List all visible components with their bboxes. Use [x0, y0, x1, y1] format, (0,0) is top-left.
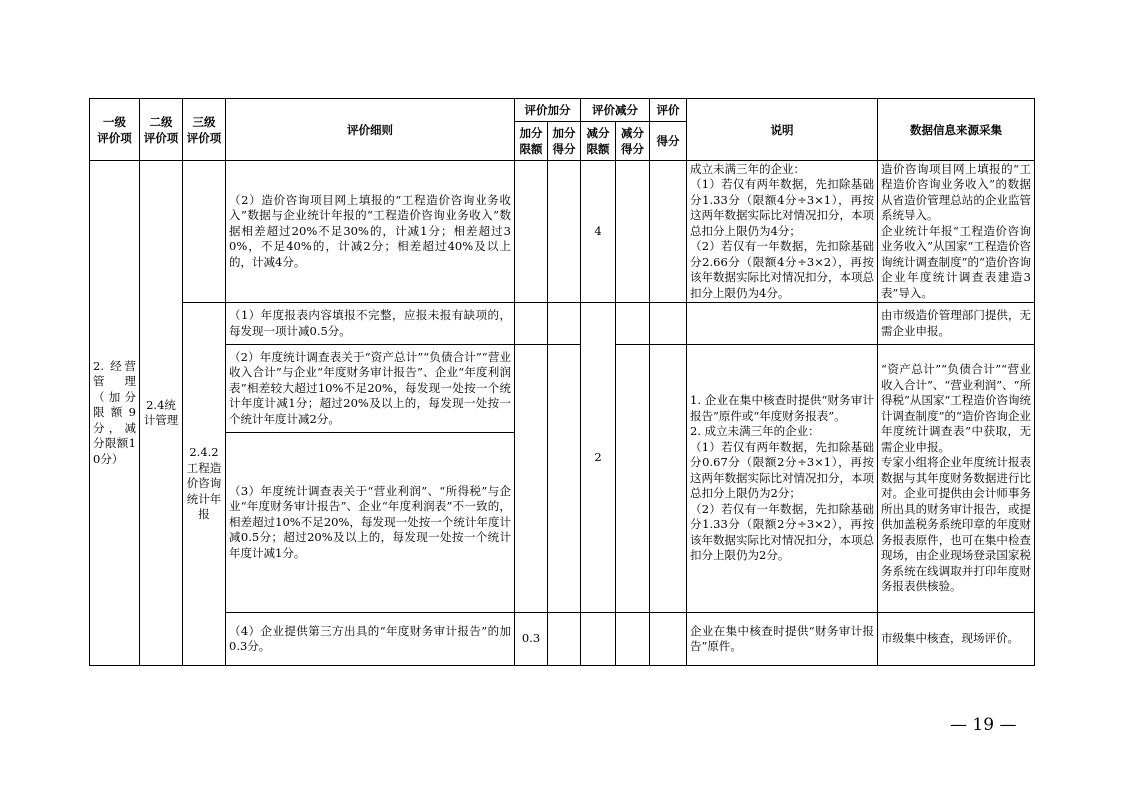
page-number: — 19 —: [950, 715, 1017, 735]
table-body: [90, 161, 1035, 666]
header-deduct-limit-line1: 减分: [586, 126, 610, 140]
bonus-limit-cell: [515, 345, 548, 613]
source-paragraph: 造价咨询项目网上填报的“工程造价咨询业务收入”的数据从省造价管理总站的企业监管系统导入。: [881, 161, 1031, 223]
deduct-limit-cell: 2: [581, 303, 616, 613]
source-cell: 由市级造价管理部门提供，无需企业申报。: [878, 303, 1035, 345]
note-paragraph: （1）若仅有两年数据，先扣除基础分0.67分（限额2分÷3×1），再按这两年数据实际比对情况扣分，本项总扣分上限仍为2分；: [690, 439, 874, 501]
level3-cell-empty: [183, 161, 226, 303]
detail-cell: （4）企业提供第三方出具的“年度财务审计报告”的加0.3分。: [226, 613, 515, 666]
header-bonus-limit-line2: 限额: [519, 142, 543, 156]
table-header: [90, 99, 1035, 161]
source-paragraph: 企业统计年报“工程造价咨询业务收入”从国家“工程造价咨询统计调查制度”的“造价咨询企业年度统计调查表建造3表”导入。: [881, 223, 1031, 300]
source-paragraph: 专家小组将企业年度统计报表数据与其年度财务数据进行比对。企业可提供由会计师事务所出具的财务审计报告，或提供加盖税务系统印章的年度财务报表原件，也可在集中检查现场，由企业现场登录国家税务系统在线调取并打印年度财务报表供核验。: [881, 455, 1031, 594]
note-cell: [687, 161, 878, 303]
bonus-limit-cell: [515, 161, 548, 303]
note-paragraph: （2）若仅有一年数据，先扣除基础分2.66分（限额4分÷3×2），再按该年数据实际比对情况扣分，本项总扣分上限仍为4分。: [690, 239, 874, 300]
note-cell-empty: [687, 303, 878, 345]
note-paragraph: （2）若仅有一年数据，先扣除基础分1.33分（限额2分÷3×2），再按该年数据实际比对情况扣分，本项总扣分上限仍为2分。: [690, 501, 874, 563]
header-deduct-limit-line2: 限额: [586, 142, 610, 156]
detail-cell: （3）年度统计调查表关于“营业利润”、“所得税”与企业“年度财务审计报告”、企业“年度利润表”不一致的，相差超过10%不足20%，每发现一处按一个统计年度计减0.5分；超过20%及以上的，每发现一处按一个统计年度计减1分。: [226, 433, 515, 613]
source-cell: [878, 345, 1035, 613]
table-row: [90, 613, 1035, 666]
source-cell: [878, 161, 1035, 303]
header-bonus-score-line1: 加分: [552, 126, 576, 140]
header-deduct-group: 评价减分: [581, 99, 650, 122]
header-deduct-score: [616, 122, 650, 161]
header-bonus-score: [548, 122, 581, 161]
header-deduct-score-line1: 减分: [621, 126, 644, 140]
deduct-score-cell: [616, 303, 650, 345]
table-row: [90, 303, 1035, 345]
note-cell: 企业在集中核查时提供“财务审计报告”原件。: [687, 613, 878, 666]
bonus-score-cell: [548, 161, 581, 303]
deduct-score-cell: [616, 613, 650, 666]
header-level1: [90, 99, 140, 161]
note-paragraph: 2. 成立未满三年的企业：: [690, 424, 820, 439]
header-eval-bottom: 得分: [650, 122, 687, 161]
header-eval-top: 评价: [650, 99, 687, 122]
eval-score-cell: [650, 345, 687, 613]
detail-cell: （2）年度统计调查表关于“资产总计”“负债合计”“营业收入合计”与企业“年度财务审计报告”、企业“年度利润表”相差较大超过10%不足20%，每发现一处按一个统计年度计减1分；超过20%及以上的，每发现一处按一个统计年度计减2分。: [226, 345, 515, 433]
note-paragraph: 1. 企业在集中核查时提供“财务审计报告”原件或“年度财务报表”。: [690, 393, 874, 423]
deduct-limit-cell: [581, 613, 616, 666]
level2-item: 2.4统计管理: [140, 161, 183, 666]
note-cell: [687, 345, 878, 613]
header-note: 说明: [687, 99, 878, 161]
header-deduct-limit: [581, 122, 616, 161]
eval-score-cell: [650, 303, 687, 345]
bonus-score-cell: [548, 345, 581, 613]
header-level3-line1: 三级: [192, 114, 216, 129]
header-bonus-limit: [515, 122, 548, 161]
header-level2: [140, 99, 183, 161]
detail-cell: （1）年度报表内容填报不完整，应报未报有缺项的，每发现一项计减0.5分。: [226, 303, 515, 345]
eval-score-cell: [650, 161, 687, 303]
header-level3: [183, 99, 226, 161]
source-cell: 市级集中核查，现场评价。: [878, 613, 1035, 666]
header-bonus-limit-line1: 加分: [519, 126, 543, 140]
eval-score-cell: [650, 613, 687, 666]
header-level2-line1: 二级: [149, 114, 173, 129]
header-level2-line2: 评价项: [143, 130, 179, 145]
header-bonus-group: 评价加分: [515, 99, 581, 122]
deduct-score-cell: [616, 161, 650, 303]
table-row: [90, 161, 1035, 303]
header-detail: 评价细则: [226, 99, 515, 161]
header-level1-line1: 一级: [103, 114, 126, 129]
bonus-score-cell: [548, 303, 581, 345]
deduct-limit-cell: 4: [581, 161, 616, 303]
bonus-limit-cell: [515, 303, 548, 345]
table-row: [90, 345, 1035, 433]
header-level1-line2: 评价项: [97, 130, 132, 145]
header-bonus-score-line2: 得分: [552, 142, 576, 156]
evaluation-table: [89, 98, 1035, 666]
note-paragraph: 成立未满三年的企业：: [690, 161, 805, 176]
level3-item: 2.4.2工程造价咨询统计年报: [183, 303, 226, 666]
bonus-limit-cell: 0.3: [515, 613, 548, 666]
header-row-1: [90, 99, 1035, 122]
header-deduct-score-line2: 得分: [621, 142, 644, 156]
detail-cell: （2）造价咨询项目网上填报的“工程造价咨询业务收入”数据与企业统计年报的“工程造价咨询业务收入”数据相差超过20%不足30%的，计减1分；相差超过30%，不足40%的，计减2分；相差超过40%及以上的，计减4分。: [226, 161, 515, 303]
source-paragraph: “资产总计”“负债合计”“营业收入合计”、“营业利润”、“所得税”从国家“工程造价咨询统计调查制度”的“造价咨询企业年度统计调查表”中获取，无需企业申报。: [881, 362, 1032, 454]
level1-item: 2. 经营管理（加分限额9分，减分限额10分）: [90, 161, 140, 666]
header-level3-line2: 评价项: [186, 130, 222, 145]
note-paragraph: （1）若仅有两年数据，先扣除基础分1.33分（限额4分÷3×1），再按这两年数据实际比对情况扣分，本项总扣分上限仍为4分；: [690, 177, 874, 238]
deduct-score-cell: [616, 345, 650, 613]
header-source: 数据信息来源采集: [878, 99, 1035, 161]
bonus-score-cell: [548, 613, 581, 666]
